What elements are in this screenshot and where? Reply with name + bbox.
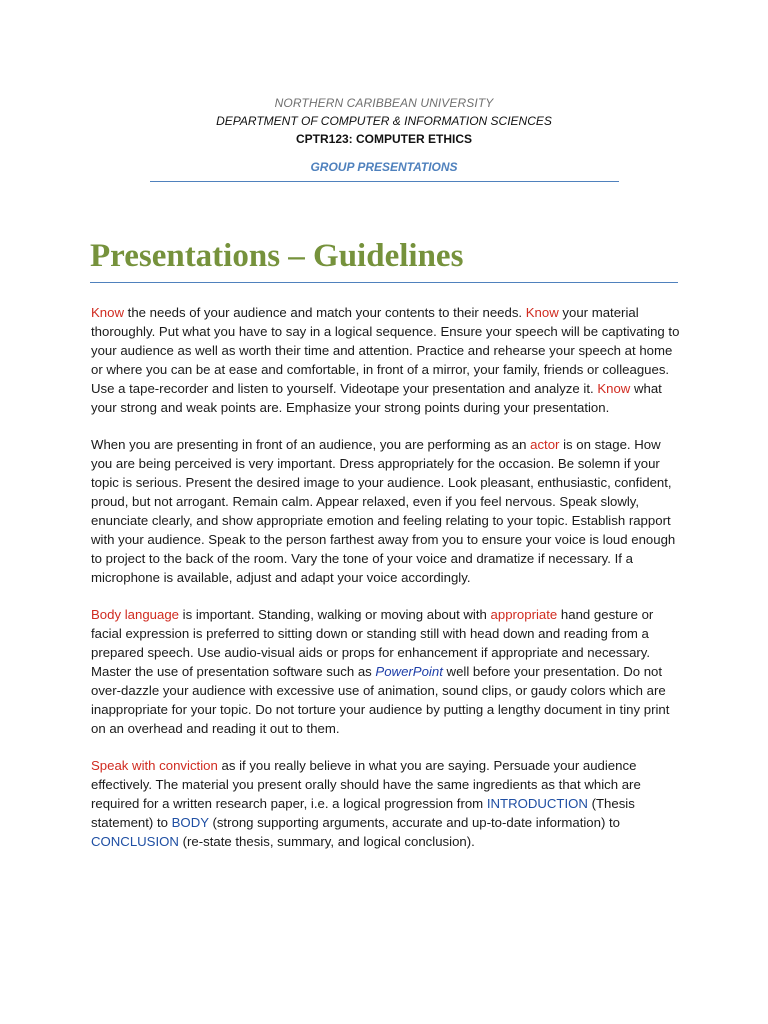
- emphasis-speak-with-conviction: Speak with conviction: [91, 758, 218, 773]
- course-title: CPTR123: COMPUTER ETHICS: [295, 132, 473, 146]
- page-title: Presentations – Guidelines: [90, 238, 464, 274]
- emphasis-appropriate: appropriate: [490, 607, 558, 622]
- title-divider: [90, 282, 678, 283]
- emphasis-body: BODY: [171, 815, 209, 830]
- paragraph-text: what your strong and weak points are. Emphasize your strong points during your presentation.: [91, 381, 662, 415]
- university-name: NORTHERN CARIBBEAN UNIVERSITY: [274, 96, 494, 110]
- paragraph-know: [91, 303, 681, 417]
- paragraph-conviction: [91, 756, 681, 851]
- paragraph-text: well before your presentation. Do not over-dazzle your audience with excessive use of animation, sound clips, or gaudy colors which are inappropriate for your topic. Do not torture your audience by putting a lengthy document in tiny print on an overhead and reading it out to them.: [91, 664, 670, 736]
- section-label: GROUP PRESENTATIONS: [310, 160, 458, 174]
- paragraph-text: (Thesis statement) to: [91, 796, 635, 830]
- paragraph-text: is important. Standing, walking or moving about with: [179, 607, 491, 622]
- emphasis-body-language: Body language: [91, 607, 179, 622]
- emphasis-conclusion: CONCLUSION: [91, 834, 179, 849]
- emphasis-powerpoint: PowerPoint: [375, 664, 443, 679]
- paragraph-text: hand gesture or facial expression is preferred to sitting down or standing still with head down and reading from a prepared speech. Use audio-visual aids or props for enhancement if appropriate and necessary. Master the use of presentation software such as: [91, 607, 654, 679]
- paragraph-text: When you are presenting in front of an audience, you are performing as an: [91, 437, 531, 452]
- header-divider: [150, 181, 619, 182]
- emphasis-know: Know: [91, 305, 124, 320]
- document-header: [0, 94, 768, 174]
- paragraph-text: the needs of your audience and match your contents to their needs.: [124, 305, 526, 320]
- paragraph-text: as if you really believe in what you are saying. Persuade your audience effectively. The material you present orally should have the same ingredients as that which are required for a written research paper, i.e. a logical progression from: [91, 758, 641, 811]
- emphasis-introduction: INTRODUCTION: [486, 796, 588, 811]
- paragraph-text: (re-state thesis, summary, and logical conclusion).: [178, 834, 475, 849]
- paragraph-text: is on stage. How you are being perceived is very important. Dress appropriately for the occasion. Be solemn if your topic is serious. Present the desired image to your audience. Look pleasant, enthusiastic, confident, proud, but not arrogant. Remain calm. Appear relaxed, even if you feel nervous. Speak slowly, enunciate clearly, and show appropriate emotion and feeling relating to your topic. Establish rapport with your audience. Speak to the person farthest away from you to ensure your voice is loud enough to project to the back of the room. Vary the tone of your voice and dramatize if necessary. If a microphone is available, adjust and adapt your voice accordingly.: [91, 437, 676, 585]
- paragraph-body-language: [91, 605, 681, 738]
- department-name: DEPARTMENT OF COMPUTER & INFORMATION SCIENCES: [216, 114, 552, 128]
- document-body: [91, 303, 681, 869]
- emphasis-know: Know: [525, 305, 559, 320]
- paragraph-text: your material thoroughly. Put what you have to say in a logical sequence. Ensure your speech will be captivating to your audience as well as worth their time and attention. Practice and rehearse your speech at home or where you can be at ease and comfortable, in front of a mirror, your family, friends or colleagues. Use a tape-recorder and listen to yourself. Videotape your presentation and analyze it.: [91, 305, 680, 396]
- emphasis-actor: actor: [530, 437, 560, 452]
- paragraph-actor: [91, 435, 681, 587]
- paragraph-text: (strong supporting arguments, accurate and up-to-date information) to: [208, 815, 621, 830]
- emphasis-know: Know: [597, 381, 631, 396]
